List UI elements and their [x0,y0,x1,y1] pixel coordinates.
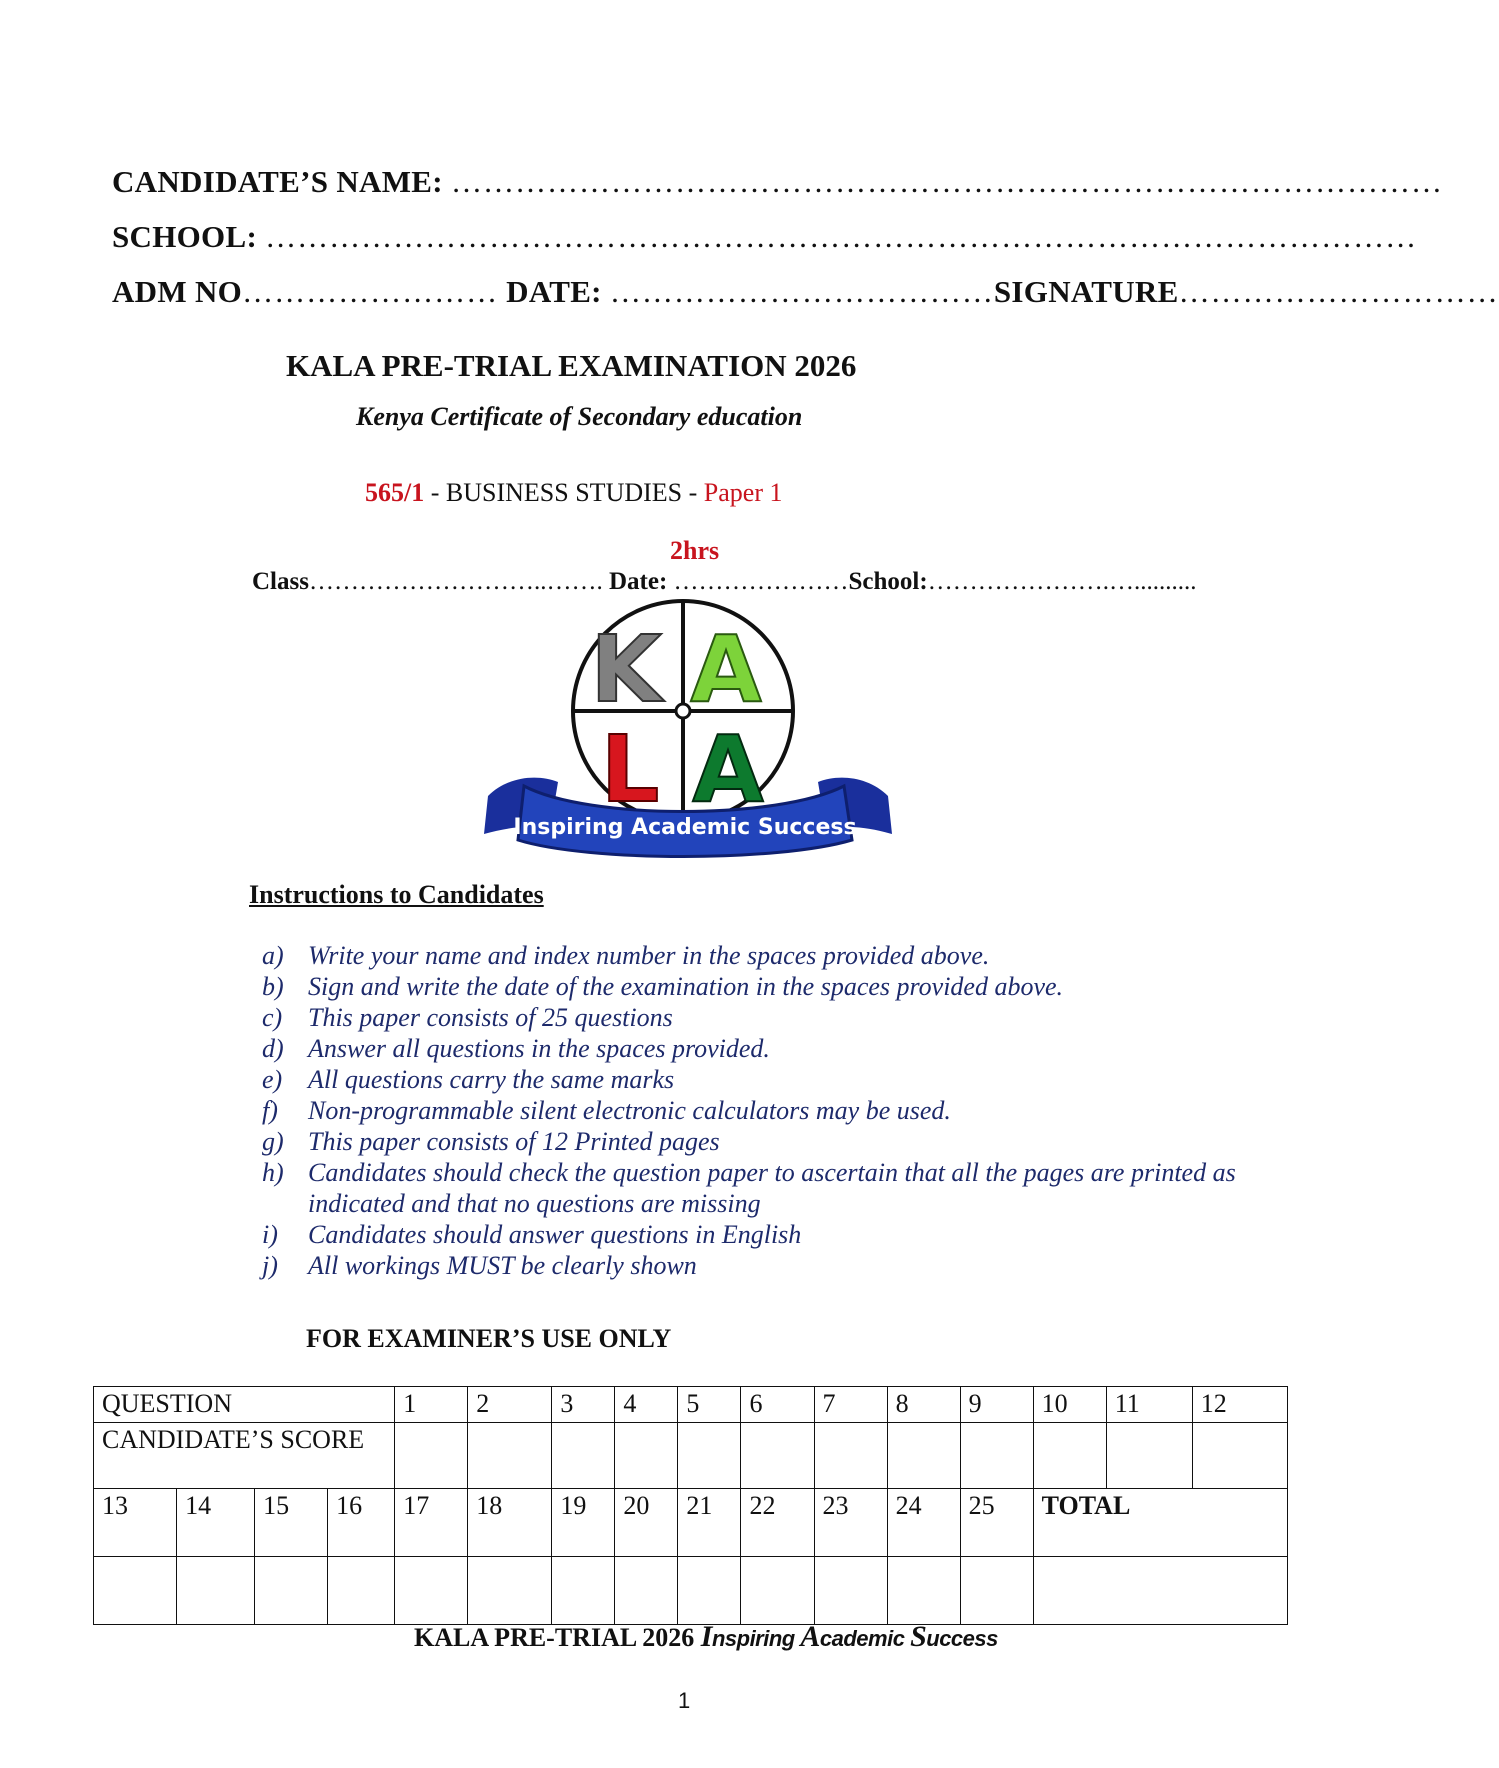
score-input-cell[interactable] [1106,1423,1192,1489]
signature-field[interactable]: ………………………… [1178,274,1499,309]
class-date-school-line [252,568,1196,596]
candidate-name-field[interactable]: ………………………………………………………………………………… [450,164,1443,199]
instruction-item [262,1002,1262,1033]
table-row [94,1423,1288,1489]
question-number-cell: 4 [615,1387,678,1423]
kala-logo [478,596,898,866]
subject-name: BUSINESS STUDIES [445,478,683,507]
instruction-text: This paper consists of 12 Printed pages [308,1127,720,1156]
instruction-item [262,1095,1262,1126]
date-label: DATE: [506,274,602,309]
score-input-cell[interactable] [1192,1423,1287,1489]
separator: - [682,478,704,507]
question-number-cell: 18 [468,1489,552,1557]
score-input-cell[interactable] [678,1423,741,1489]
school-label-2: School: [848,568,928,595]
question-number-cell: 12 [1192,1387,1287,1423]
instruction-text: This paper consists of 25 questions [308,1003,673,1032]
question-number-cell: 8 [887,1387,960,1423]
instruction-letter: f) [262,1096,278,1125]
instruction-letter: i) [262,1220,278,1249]
class-label: Class [252,568,309,595]
motto-initial: S [910,1620,927,1653]
motto-initial: I [700,1620,712,1653]
motto-word: uccess [926,1626,998,1651]
score-input-cell[interactable] [741,1557,814,1625]
question-number-cell: 6 [741,1387,814,1423]
adm-no-label: ADM NO [112,274,243,309]
school-field[interactable]: ……………………………………………………………………………………………… [265,219,1418,254]
examiner-heading: FOR EXAMINER’S USE ONLY [306,1324,672,1353]
candidate-name-label: CANDIDATE’S NAME: [112,164,443,199]
score-input-cell[interactable] [255,1557,328,1625]
instruction-text: Write your name and index number in the spaces provided above. [308,941,990,970]
instruction-letter: h) [262,1158,284,1187]
score-input-cell[interactable] [615,1423,678,1489]
instruction-item [262,940,1262,971]
score-input-cell[interactable] [328,1557,395,1625]
class-field[interactable]: ………………………..……. [308,568,603,595]
score-input-cell[interactable] [468,1423,552,1489]
instruction-text: Answer all questions in the spaces provided. [308,1034,770,1063]
score-input-cell[interactable] [814,1557,887,1625]
footer [414,1620,998,1654]
banner-text: Inspiring Academic Success [513,815,857,840]
exam-subtitle: Kenya Certificate of Secondary education [356,402,803,431]
date-field-2[interactable]: ………………… [667,568,849,595]
logo-letter-a-light: A [690,616,762,723]
score-input-cell[interactable] [814,1423,887,1489]
instruction-text: Candidates should check the question paper to ascertain that all the pages are printed as indicated and that no questions are missing [308,1158,1236,1218]
score-input-cell[interactable] [94,1557,177,1625]
question-number-cell: 13 [94,1489,177,1557]
exam-title: KALA PRE-TRIAL EXAMINATION 2026 [286,348,857,383]
paper-number: Paper 1 [703,478,783,507]
instruction-item [262,1219,1262,1250]
instruction-letter: a) [262,941,284,970]
instruction-letter: d) [262,1034,284,1063]
score-table [93,1386,1288,1625]
score-input-cell[interactable] [960,1423,1033,1489]
instruction-item [262,1033,1262,1064]
question-number-cell: 14 [177,1489,255,1557]
question-number-cell: 19 [552,1489,615,1557]
question-number-cell: 25 [960,1489,1033,1557]
question-number-cell: 1 [395,1387,468,1423]
table-row [94,1489,1288,1557]
question-number-cell: 17 [395,1489,468,1557]
score-input-cell[interactable] [615,1557,678,1625]
score-input-cell[interactable] [395,1557,468,1625]
footer-text: KALA PRE-TRIAL 2026 [414,1623,695,1652]
score-input-cell[interactable] [960,1557,1033,1625]
motto-initial: A [800,1620,820,1653]
duration: 2hrs [670,536,720,565]
logo-center-dot [676,704,690,718]
logo-letter-a-dark: A [692,716,764,823]
adm-no-field[interactable]: …………………… [242,274,499,309]
page-number: 1 [678,1688,691,1713]
instruction-item [262,1126,1262,1157]
school-field-2[interactable]: ………………….….......... [927,568,1197,595]
question-number-cell: 9 [960,1387,1033,1423]
instruction-item [262,1250,1262,1281]
question-number-cell: 11 [1106,1387,1192,1423]
score-input-cell[interactable] [887,1423,960,1489]
question-number-cell: 5 [678,1387,741,1423]
instruction-letter: c) [262,1003,283,1032]
instruction-item [262,1064,1262,1095]
motto-word: nspiring [711,1626,795,1651]
candidate-score-label-cell: CANDIDATE’S SCORE [94,1423,395,1489]
instruction-text: All workings MUST be clearly shown [308,1251,697,1280]
instruction-letter: j) [262,1251,278,1280]
date-label-2: Date: [608,568,668,595]
logo-letter-k: K [590,616,662,723]
table-row [94,1557,1288,1625]
question-number-cell: 24 [887,1489,960,1557]
question-number-cell: 21 [678,1489,741,1557]
score-input-cell[interactable] [1033,1423,1106,1489]
question-number-cell: 16 [328,1489,395,1557]
question-number-cell: 10 [1033,1387,1106,1423]
paper-line [365,478,783,508]
question-number-cell: 20 [615,1489,678,1557]
candidate-name-line [112,164,1443,200]
score-input-cell[interactable] [741,1423,814,1489]
separator: - [424,478,446,507]
score-input-cell[interactable] [177,1557,255,1625]
question-number-cell: 15 [255,1489,328,1557]
score-input-cell[interactable] [552,1423,615,1489]
instruction-letter: e) [262,1065,283,1094]
logo-letter-l: L [600,716,660,823]
motto-word: cademic [819,1626,905,1651]
total-label-cell: TOTAL [1033,1489,1287,1557]
instruction-item [262,971,1262,1002]
question-number-cell: 22 [741,1489,814,1557]
score-input-cell[interactable] [887,1557,960,1625]
question-label-cell: QUESTION [94,1387,395,1423]
score-input-cell[interactable] [468,1557,552,1625]
total-input-cell[interactable] [1033,1557,1287,1625]
score-input-cell[interactable] [552,1557,615,1625]
instruction-text: All questions carry the same marks [308,1065,675,1094]
paper-code: 565/1 [365,478,425,507]
instruction-item [262,1157,1262,1219]
instruction-text: Candidates should answer questions in English [308,1220,802,1249]
signature-label: SIGNATURE [993,274,1179,309]
question-number-cell: 23 [814,1489,887,1557]
footer-motto [700,1620,998,1653]
instructions-title: Instructions to Candidates [249,880,544,909]
date-field[interactable]: ……………………………… [609,274,994,309]
adm-date-signature-line [112,274,1499,310]
instructions-list [262,940,1262,1281]
instruction-text: Sign and write the date of the examination in the spaces provided above. [308,972,1064,1001]
instruction-letter: g) [262,1127,284,1156]
score-input-cell[interactable] [395,1423,468,1489]
table-row [94,1387,1288,1423]
question-number-cell: 7 [814,1387,887,1423]
question-number-cell: 2 [468,1387,552,1423]
school-label: SCHOOL: [112,219,258,254]
question-number-cell: 3 [552,1387,615,1423]
instruction-text: Non-programmable silent electronic calculators may be used. [308,1096,951,1125]
instruction-letter: b) [262,972,284,1001]
school-line [112,219,1418,255]
score-input-cell[interactable] [678,1557,741,1625]
